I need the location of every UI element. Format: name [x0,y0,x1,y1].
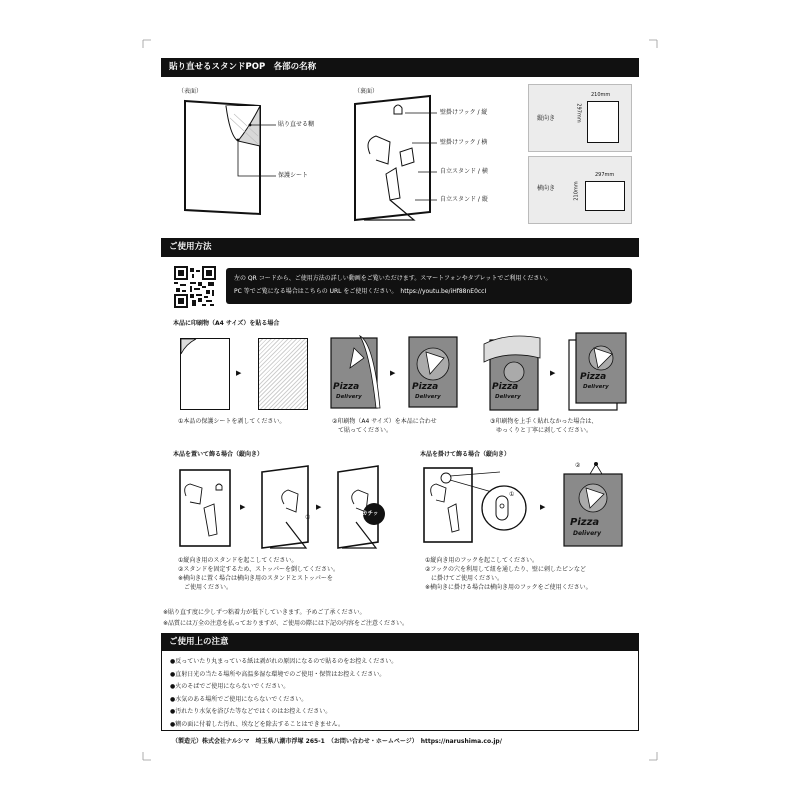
caution-item: ●火のそばでご使用にならないでください。 [170,683,290,691]
hang-caption3: ※横向きに掛ける場合は横向き用のフックをご使用ください。 [425,584,592,591]
back-callout-hook-h: 壁掛けフック / 横 [440,139,488,146]
qr-notice-line2[interactable]: PC 等でご覧になる場合はこちらの URL をご使用ください。 https://youtu.be/iHf88nE0ccI [234,288,487,295]
back-callout-hook-v: 壁掛けフック / 縦 [440,109,488,116]
step-hang-heading: 本品を掛けて飾る場合（縦向き） [420,451,511,458]
attach-step1b-panel [258,338,308,410]
stand-caption1: ①縦向き用のスタンドを起こしてください。 [178,557,298,564]
arrow-icon: ▶ [540,503,546,511]
landscape-height: 210mm [573,181,580,201]
attach-caption2-line2: て貼ってください。 [338,427,393,434]
attach-caption1: ①本品の保護シートを剥してください。 [178,418,286,425]
step-stand-heading: 本品を置いて飾る場合（縦向き） [173,451,264,458]
pizza-word-hang: Pizza [570,517,600,528]
stand-caption3-line2: ご使用ください。 [184,584,233,591]
pizza-word-step3: Pizza [492,382,519,392]
note-2: ※品質には万全の注意を払っておりますが、ご使用の際には下記の内容をご注意ください。 [163,620,409,627]
arrow-icon: ▶ [390,369,396,377]
landscape-size-panel [528,156,632,224]
caution-item: ●直射日光の当たる場所や高温多湿な環境でのご使用・保管はお控えください。 [170,670,386,678]
back-label: （裏面） [354,88,379,95]
back-callout-stand-v: 自立スタンド / 縦 [440,196,488,203]
stand-caption3-line1: ※横向きに置く場合は横向き用のスタンドとストッパーを [178,575,333,582]
peel-corner-icon [180,338,200,358]
click-badge: カチッ [362,511,379,517]
front-label: （表面） [178,88,203,95]
delivery-word-step3b: Delivery [583,384,609,390]
front-callout-reattach: 貼り直せる糊 [278,121,315,128]
portrait-sheet [587,101,619,143]
pizza-word-step2: Pizza [333,382,360,392]
pizza-word-step3b: Pizza [580,372,607,382]
attach-step3-poster [484,332,544,412]
attach-caption3-line1: ③印刷物を上手く貼れなかった場合は、 [490,418,598,425]
attach-caption2-line1: ②印刷物（A4 サイズ）を本品に合わせ [332,418,437,425]
hang-marker1: ① [509,491,515,498]
arrow-icon: ▶ [240,503,246,511]
landscape-sheet [585,181,625,211]
qr-notice-box [226,268,632,304]
delivery-word-step3: Delivery [495,394,521,400]
portrait-width: 210mm [591,92,611,98]
delivery-word-step2: Delivery [336,394,362,400]
landscape-width: 297mm [595,172,615,178]
attach-caption3-line2: ゆっくりと丁寧に剥してください。 [496,427,592,434]
caution-item: ●糊の面に付着した汚れ、埃などを除去することはできません。 [170,720,344,728]
portrait-label: 縦向き [537,115,556,122]
section-title-caution: ご使用上の注意 [161,633,639,651]
arrow-icon: ▶ [236,369,242,377]
footer-manufacturer: （製造元）株式会社ナルシマ 埼玉県八潮市浮塚 265-1 （お問い合わせ・ホームページ） https://narushima.co.jp/ [172,738,502,745]
stand-marker: ① [305,514,311,521]
caution-item: ●水気のある場所でご使用にならないでください。 [170,695,308,703]
stand-step1-illustration [178,466,234,548]
arrow-icon: ▶ [316,503,322,511]
caution-item: ●汚れたり水気を浴びた等などではくのはお控えください。 [170,708,332,716]
qr-code[interactable] [174,266,216,308]
arrow-icon: ▶ [550,369,556,377]
step-attach-heading: 本品に印刷物（A4 サイズ）を貼る場合 [173,320,280,327]
portrait-size-panel [528,84,632,152]
stand-step3-illustration [332,464,392,550]
hang-caption1: ①縦向き用のフックを起こしてください。 [425,557,538,564]
back-callout-stand-h: 自立スタンド / 横 [440,168,488,175]
section-title-usage: ご使用方法 [161,238,639,257]
pizza-word-step2b: Pizza [412,382,439,392]
hang-marker2: ② [575,462,581,469]
qr-notice-line1: 左の QR コードから、ご使用方法の詳しい動画をご覧いただけます。スマートフォンやタブレットでご利用ください。 [234,275,552,282]
stand-caption2: ②スタンドを固定するため、ストッパーを倒してください。 [178,566,339,573]
note-1: ※貼り直す度に少しずつ粘着力が低下していきます。予めご了承ください。 [163,609,366,616]
landscape-label: 横向き [537,185,556,192]
front-callout-sheet: 保護シート [278,172,309,179]
delivery-word-step2b: Delivery [415,394,441,400]
caution-item: ●反っていたり丸まっている紙は剥がれの原因になるので貼るのをお控えください。 [170,658,398,665]
portrait-height: 297mm [575,103,582,123]
hang-step1-illustration [420,462,550,552]
section-title-names: 貼り直せるスタンドPOP 各部の名称 [161,58,639,77]
hang-caption2-line2: に掛けてご使用ください。 [431,575,504,582]
stand-step2-illustration [256,464,316,550]
hang-caption2-line1: ②フックの穴を利用して紐を通したり、壁に刺したピンなど [425,566,586,573]
caution-list [170,656,397,732]
delivery-word-hang: Delivery [573,530,602,537]
